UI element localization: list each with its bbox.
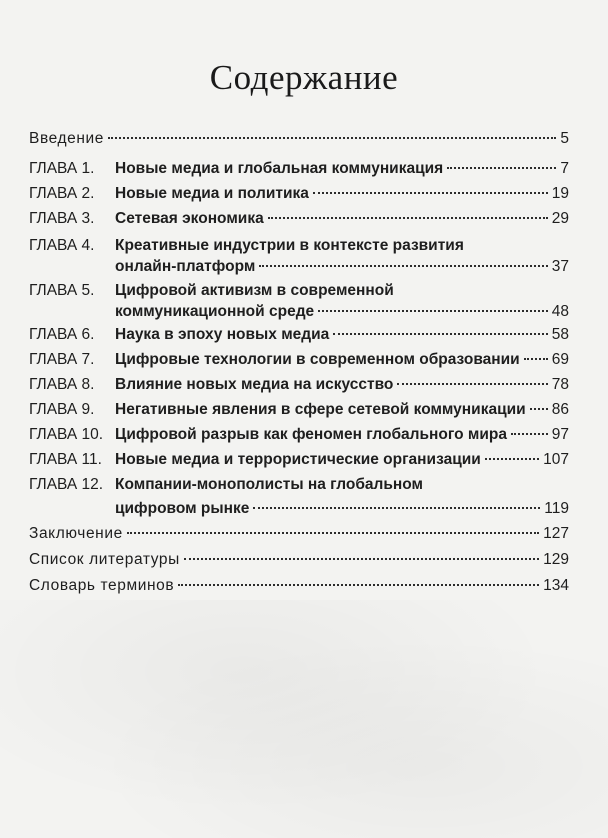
dot-leader: [511, 432, 548, 435]
toc-page-number: 119: [544, 500, 569, 517]
toc-entry-conclusion[interactable]: [29, 523, 569, 544]
toc-page-number: 37: [551, 258, 569, 275]
toc-entry-title: Цифровые технологии в современном образовании: [115, 351, 520, 368]
dot-leader: [530, 407, 548, 410]
toc-entry-title-continued: онлайн-платформ: [115, 258, 256, 275]
toc-page-number: 19: [551, 185, 569, 202]
toc-entry-glossary[interactable]: [29, 575, 569, 596]
toc-page-number: 5: [560, 130, 569, 147]
toc-entry-title: Влияние новых медиа на искусство: [115, 376, 394, 393]
dot-leader: [108, 136, 556, 139]
toc-page-number: 7: [560, 160, 569, 177]
dot-leader: [318, 309, 548, 312]
toc-entry-title: Новые медиа и террористические организации: [115, 451, 481, 468]
toc-entry-title: Цифровой активизм в современной: [115, 282, 394, 299]
toc-entry-title: Негативные явления в сфере сетевой коммуникации: [115, 401, 526, 418]
dot-leader: [447, 166, 556, 169]
toc-entry-title: Сетевая экономика: [115, 210, 264, 227]
toc-entry-title: Наука в эпоху новых медиа: [115, 326, 330, 343]
toc-page-number: 97: [551, 426, 569, 443]
toc-entry-title: Заключение: [29, 525, 123, 542]
toc-entry-chapter-1[interactable]: [29, 158, 569, 179]
toc-entry-chapter-2[interactable]: [29, 183, 569, 204]
toc-entry-title: Новые медиа и глобальная коммуникация: [115, 160, 444, 177]
toc-entry-chapter-3[interactable]: [29, 208, 569, 229]
chapter-label: ГЛАВА 6.: [29, 326, 95, 343]
toc-entry-title-continued: коммуникационной среде: [115, 303, 315, 320]
dot-leader: [184, 557, 539, 560]
dot-leader: [127, 531, 539, 534]
toc-entry-chapter-11[interactable]: [29, 449, 569, 470]
chapter-label: ГЛАВА 11.: [29, 451, 102, 468]
chapter-label: ГЛАВА 2.: [29, 185, 95, 202]
dot-leader: [524, 357, 548, 360]
toc-entry-chapter-5[interactable]: [29, 280, 569, 322]
toc-page-number: 48: [551, 303, 569, 320]
dot-leader: [259, 264, 547, 267]
chapter-label: ГЛАВА 5.: [29, 282, 95, 299]
chapter-label: ГЛАВА 7.: [29, 351, 95, 368]
toc-entry-title: Введение: [29, 130, 104, 147]
chapter-label: ГЛАВА 3.: [29, 210, 95, 227]
toc-entry-chapter-7[interactable]: [29, 349, 569, 370]
toc-entry-introduction[interactable]: [29, 128, 569, 149]
chapter-label: ГЛАВА 1.: [29, 160, 95, 177]
toc-entry-chapter-4[interactable]: [29, 235, 569, 277]
chapter-label: ГЛАВА 8.: [29, 376, 95, 393]
toc-page-number: 58: [551, 326, 569, 343]
toc-entry-title: Новые медиа и политика: [115, 185, 309, 202]
toc-page-number: 29: [551, 210, 569, 227]
toc-page-number: 86: [551, 401, 569, 418]
toc-entry-chapter-6[interactable]: [29, 324, 569, 345]
paper-texture: [0, 600, 608, 838]
chapter-label: ГЛАВА 9.: [29, 401, 95, 418]
toc-entry-bibliography[interactable]: [29, 549, 569, 570]
toc-entry-chapter-8[interactable]: [29, 374, 569, 395]
toc-entry-chapter-12[interactable]: [29, 474, 569, 519]
dot-leader: [485, 457, 539, 460]
page-title: Содержание: [209, 58, 399, 97]
dot-leader: [313, 191, 548, 194]
toc-entry-title-continued: цифровом рынке: [115, 500, 250, 517]
dot-leader: [268, 216, 548, 219]
toc-entry-title: Цифровой разрыв как феномен глобального мира: [115, 426, 507, 443]
dot-leader: [333, 332, 547, 335]
dot-leader: [253, 506, 540, 509]
toc-entry-title: Компании-монополисты на глобальном: [115, 476, 424, 493]
toc-page-number: 107: [543, 451, 569, 468]
toc-page-number: 134: [543, 577, 569, 594]
toc-entry-title: Словарь терминов: [29, 577, 175, 594]
toc-entry-chapter-9[interactable]: [29, 399, 569, 420]
dot-leader: [397, 382, 547, 385]
dot-leader: [178, 583, 539, 586]
toc-entry-chapter-10[interactable]: [29, 424, 569, 445]
toc-page-number: 69: [551, 351, 569, 368]
toc-entry-title: Креативные индустрии в контексте развития: [115, 237, 464, 254]
chapter-label: ГЛАВА 4.: [29, 237, 95, 254]
toc-page-number: 78: [551, 376, 569, 393]
toc-page-number: 129: [543, 551, 569, 568]
toc-page-number: 127: [543, 525, 569, 542]
toc-entry-title: Список литературы: [29, 551, 180, 568]
chapter-label: ГЛАВА 12.: [29, 476, 104, 493]
chapter-label: ГЛАВА 10.: [29, 426, 104, 443]
